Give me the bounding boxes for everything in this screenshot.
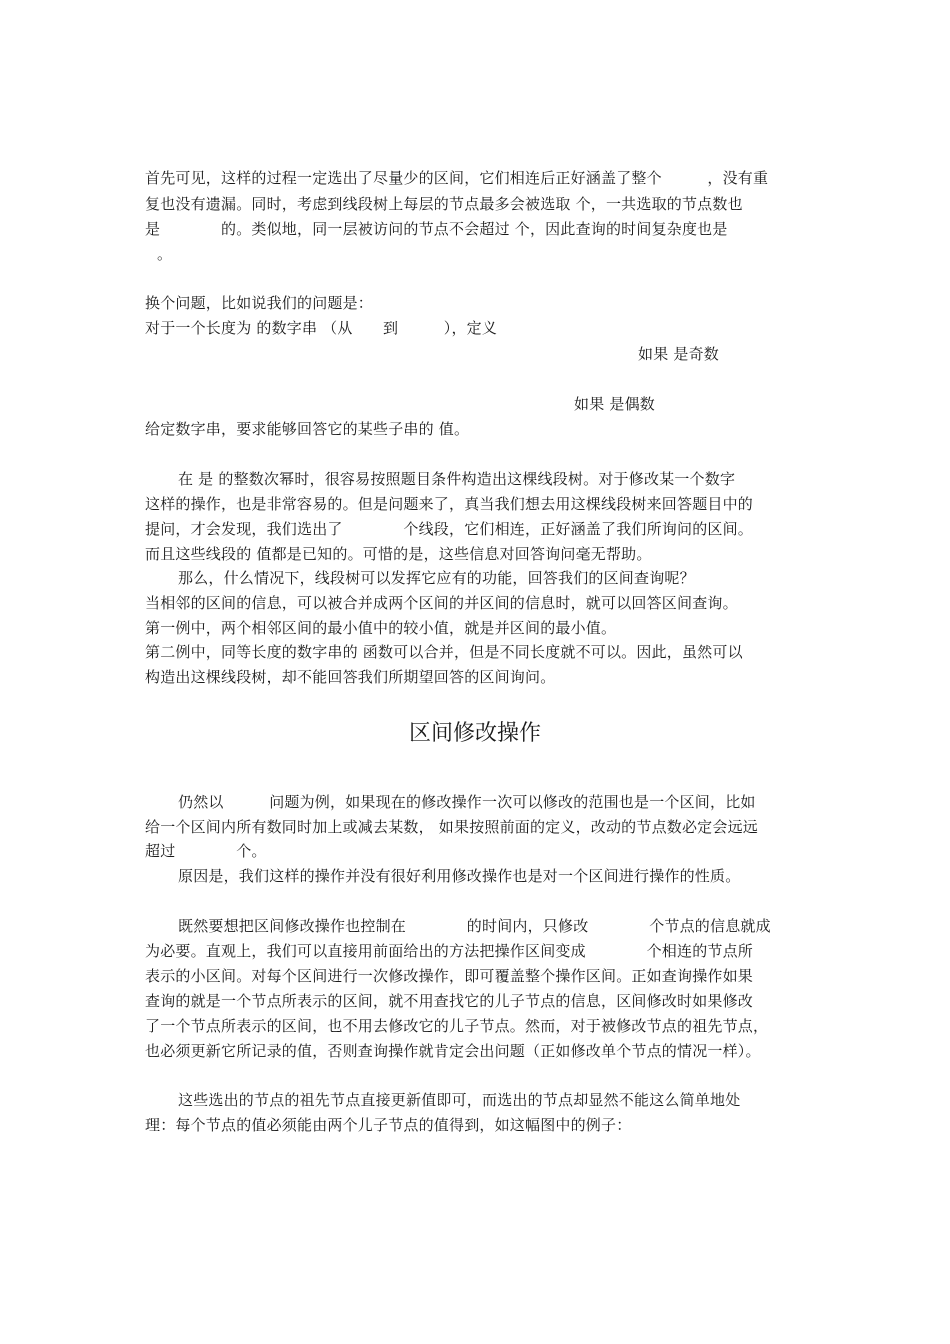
text-line: 提问，才会发现，我们选出了 个线段，它们相连，正好涵盖了我们所询问的区间。 <box>145 520 754 538</box>
text-line: 了一个节点所表示的区间，也不用去修改它的儿子节点。然而，对于被修改节点的祖先节点， <box>145 1017 769 1035</box>
text-line: 查询的就是一个节点所表示的区间，就不用查找它的儿子节点的信息，区间修改时如果修改 <box>145 992 754 1010</box>
text-line: 第二例中，同等长度的数字串的 函数可以合并，但是不同长度就不可以。因此，虽然可以 <box>145 643 743 661</box>
text-line: 而且这些线段的 值都是已知的。可惜的是，这些信息对回答询问毫无帮助。 <box>145 545 652 563</box>
text-line: 第一例中，两个相邻区间的最小值中的较小值，就是并区间的最小值。 <box>145 619 617 637</box>
text-line: 为必要。直观上，我们可以直接用前面给出的方法把操作区间变成 个相连的节点所 <box>145 942 754 960</box>
text-line: 给一个区间内所有数同时加上或减去某数， 如果按照前面的定义，改动的节点数必定会远远 <box>145 818 758 836</box>
text-line: 。 <box>157 245 173 263</box>
text-line: 当相邻的区间的信息，可以被合并成两个区间的并区间的信息时，就可以回答区间查询。 <box>145 594 738 612</box>
text-line: 原因是，我们这样的操作并没有很好利用修改操作也是对一个区间进行操作的性质。 <box>178 867 741 885</box>
text-line: 既然要想把区间修改操作也控制在 的时间内，只修改 个节点的信息就成 <box>178 917 771 935</box>
text-line: 构造出这棵线段树，却不能回答我们所期望回答的区间询问。 <box>145 668 556 686</box>
text-line: 复也没有遗漏。同时，考虑到线段树上每层的节点最多会被选取 个，一共选取的节点数也 <box>145 195 743 213</box>
text-line: 换个问题，比如说我们的问题是： <box>145 294 374 312</box>
text-line: 这样的操作，也是非常容易的。但是问题来了，真当我们想去用这棵线段树来回答题目中的 <box>145 495 754 513</box>
section-title: 区间修改操作 <box>408 721 541 746</box>
text-line: 超过 个。 <box>145 842 267 860</box>
text-line: 首先可见，这样的过程一定选出了尽量少的区间，它们相连后正好涵盖了整个 ，没有重 <box>145 169 769 187</box>
text-line: 仍然以 问题为例，如果现在的修改操作一次可以修改的范围也是一个区间，比如 <box>178 793 756 811</box>
text-line: 也必须更新它所记录的值，否则查询操作就肯定会出问题（正如修改单个节点的情况一样）。 <box>145 1042 761 1060</box>
text-line: 在 是 的整数次幂时，很容易按照题目条件构造出这棵线段树。对于修改某一个数字 <box>178 470 736 488</box>
text-line: 表示的小区间。对每个区间进行一次修改操作，即可覆盖整个操作区间。正如查询操作如果 <box>145 967 754 985</box>
text-line: 那么，什么情况下，线段树可以发挥它应有的功能，回答我们的区间查询呢？ <box>178 569 695 587</box>
formula-condition-even: 如果 是偶数 <box>574 395 655 413</box>
text-line: 给定数字串，要求能够回答它的某些子串的 值。 <box>145 420 470 438</box>
text-line: 对于一个长度为 的数字串 （从 到 ），定义 <box>145 319 498 337</box>
text-line: 理：每个节点的值必须能由两个儿子节点的值得到，如这幅图中的例子： <box>145 1116 632 1134</box>
text-line: 是 的。类似地，同一层被访问的节点不会超过 个，因此查询的时间复杂度也是 <box>145 220 728 238</box>
formula-condition-odd: 如果 是奇数 <box>638 345 719 363</box>
text-line: 这些选出的节点的祖先节点直接更新值即可，而选出的节点却显然不能这么简单地处 <box>178 1091 741 1109</box>
